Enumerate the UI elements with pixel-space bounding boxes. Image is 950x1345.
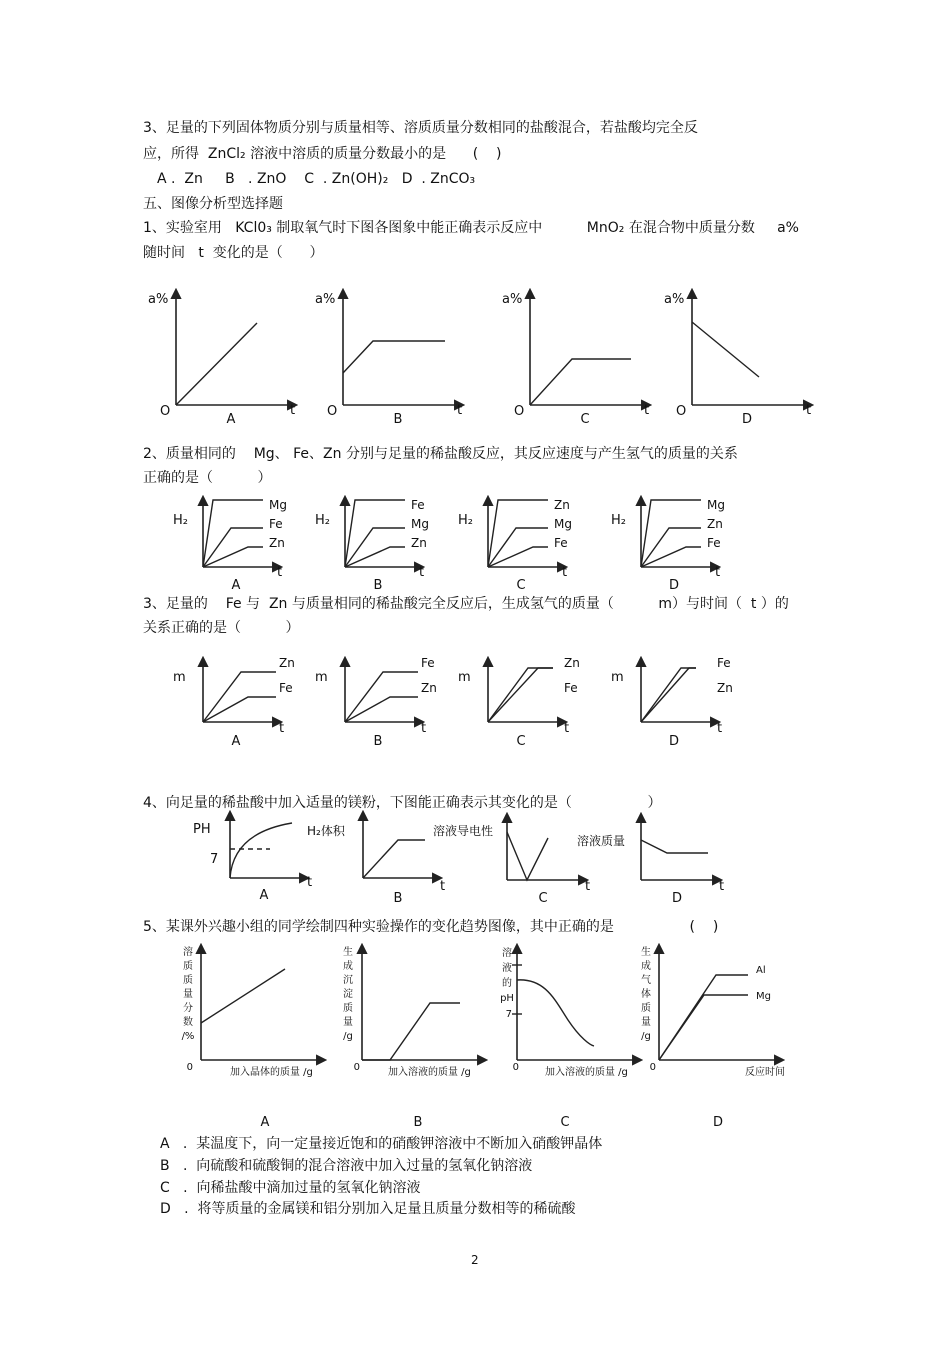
p5-xlabel-a: 加入晶体的质量 /g <box>230 1067 313 1078</box>
p2-xlabel-1: t <box>419 565 425 580</box>
p5-legend-d-mg: Mg <box>756 991 771 1002</box>
p2-xlabel-0: t <box>277 565 283 580</box>
p5-line1: 5、某课外兴趣小组的同学绘制四种实验操作的变化趋势图像，其中正确的是 ( ) <box>143 919 719 935</box>
p2-line2: 正确的是（ ） <box>143 470 272 486</box>
p4-line1: 4、向足量的稀盐酸中加入适量的镁粉，下图能正确表示其变化的是（ ） <box>143 795 662 811</box>
p4-xlabel-a: t <box>307 875 313 890</box>
p5-curve-d-al <box>659 975 748 1060</box>
p1-ylabel-1: a% <box>315 292 336 307</box>
p3-line1: 3、足量的 Fe 与 Zn 与质量相同的稀盐酸完全反应后，生成氢气的质量（ m）与时间（ t ）的 <box>143 596 789 612</box>
p2-line1: 2、质量相同的 Mg、 Fe、Zn 分别与足量的稀盐酸反应，其反应速度与产生氢气的质量的关系 <box>143 446 738 462</box>
p5-xlabel-d: 反应时间 <box>745 1067 785 1078</box>
p2-legend-0-1: Fe <box>269 517 283 531</box>
p3-option-label-1: B <box>373 734 383 749</box>
p1-xlabel-3: t <box>806 403 812 418</box>
p5-option-label-a: A <box>260 1115 270 1130</box>
p1-ylabel-2: a% <box>502 292 523 307</box>
p5-graphs <box>182 945 785 1130</box>
p5-ylabel-d-1: 成 <box>641 961 651 972</box>
p4-option-label-a: A <box>259 888 269 903</box>
p3-xlabel-2: t <box>564 721 570 736</box>
p4-curve-d <box>641 840 708 853</box>
p1-curve-3 <box>692 322 759 377</box>
p2-curve-0-2 <box>203 547 263 567</box>
p3-ylabel-1: m <box>315 670 328 685</box>
p5-tick7: 7 <box>505 1009 512 1020</box>
p3-legend-2-1: Fe <box>564 681 578 695</box>
p5-ylabel-d-2: 气 <box>641 975 651 986</box>
p1-option-label-0: A <box>226 412 236 427</box>
p2-curve-1-0 <box>345 500 405 567</box>
p2-ylabel-0: H₂ <box>173 513 188 528</box>
p5-ylabel-a-3: 量 <box>183 989 193 1000</box>
p4-option-label-b: B <box>393 891 403 906</box>
p5-option-label-b: B <box>413 1115 423 1130</box>
p5-ylabel-d-4: 质 <box>641 1003 651 1014</box>
p3-legend-2-0: Zn <box>564 656 580 670</box>
p2-legend-0-2: Zn <box>269 536 285 550</box>
p3-ylabel-3: m <box>611 670 624 685</box>
p5-ylabel-b-5: 量 <box>343 1017 353 1028</box>
p2-curve-2-0 <box>488 500 548 567</box>
p5-curve-b <box>362 1003 460 1060</box>
p3-curve-3-1 <box>641 668 696 722</box>
p5-ylabel-c-0: 溶 <box>502 948 512 959</box>
p4-graphs <box>193 812 724 906</box>
p1-option-label-2: C <box>580 412 590 427</box>
p1-xlabel-0: t <box>290 403 296 418</box>
p4-ylabel-b: H₂体积 <box>307 824 345 838</box>
p4-option-label-c: C <box>538 891 548 906</box>
p3-curve-1-1 <box>345 697 418 722</box>
p1-option-label-1: B <box>393 412 403 427</box>
p5-ylabel-c-3: pH <box>500 993 514 1004</box>
p5-ylabel-d-3: 体 <box>641 989 651 1000</box>
p5-option-label-c: C <box>560 1115 570 1130</box>
p3-line2: 关系正确的是（ ） <box>143 620 300 636</box>
p3-xlabel-3: t <box>717 721 723 736</box>
p3-legend-1-1: Zn <box>421 681 437 695</box>
p3-ylabel-0: m <box>173 670 186 685</box>
p5-zero-a: 0 <box>186 1062 193 1073</box>
p4-xlabel-b: t <box>440 879 446 894</box>
p2-option-label-1: B <box>373 578 383 593</box>
p2-graphs <box>173 497 725 593</box>
p4-curve-a <box>230 823 292 878</box>
p2-legend-2-2: Fe <box>554 536 568 550</box>
p5-ylabel-a-0: 溶 <box>183 947 193 958</box>
p5-ylabel-c-1: 液 <box>502 963 512 974</box>
p5-zero-c: 0 <box>512 1062 519 1073</box>
p2-curve-1-2 <box>345 547 405 567</box>
p1-origin-2: O <box>514 404 525 419</box>
p3-legend-3-0: Fe <box>717 656 731 670</box>
p5-option-b: B . 向硫酸和硫酸铜的混合溶液中加入过量的氢氧化钠溶液 <box>160 1158 533 1174</box>
p5-xlabel-c: 加入溶液的质量 /g <box>545 1067 628 1078</box>
p4-curve-c <box>507 832 548 880</box>
p5-option-d: D . 将等质量的金属镁和铝分别加入足量且质量分数相等的稀硫酸 <box>160 1201 576 1217</box>
q3-line2: 应，所得 ZnCl₂ 溶液中溶质的质量分数最小的是 ( ) <box>143 146 502 162</box>
p5-ylabel-b-2: 沉 <box>343 975 353 986</box>
p5-curve-a <box>201 969 285 1023</box>
p1-origin-0: O <box>160 404 171 419</box>
p1-xlabel-2: t <box>644 403 650 418</box>
p2-curve-0-0 <box>203 500 263 567</box>
p1-origin-1: O <box>327 404 338 419</box>
p2-ylabel-2: H₂ <box>458 513 473 528</box>
p4-option-label-d: D <box>671 891 683 906</box>
p1-ylabel-3: a% <box>664 292 685 307</box>
p2-option-label-3: D <box>668 578 680 593</box>
p3-option-label-2: C <box>516 734 526 749</box>
p1-line2: 随时间 t 变化的是（ ） <box>143 245 324 261</box>
p1-curve-1 <box>343 341 445 373</box>
p2-legend-2-1: Mg <box>554 517 572 531</box>
section-title: 五、图像分析型选择题 <box>143 196 283 212</box>
p2-option-label-2: C <box>516 578 526 593</box>
p1-graphs <box>148 290 812 427</box>
p5-ylabel-a-2: 质 <box>183 975 193 986</box>
p3-legend-0-1: Fe <box>279 681 293 695</box>
p2-legend-3-1: Zn <box>707 517 723 531</box>
p2-legend-3-0: Mg <box>707 498 725 512</box>
p4-xlabel-c: t <box>585 879 591 894</box>
p2-legend-3-2: Fe <box>707 536 721 550</box>
p3-graphs <box>173 656 733 749</box>
p3-legend-3-1: Zn <box>717 681 733 695</box>
p4-ylabel-a: PH <box>193 822 211 837</box>
p3-xlabel-0: t <box>279 721 285 736</box>
p2-xlabel-3: t <box>715 565 721 580</box>
p2-curve-3-2 <box>641 547 701 567</box>
p3-xlabel-1: t <box>421 721 427 736</box>
p2-option-label-0: A <box>231 578 241 593</box>
p4-xlabel-d: t <box>719 879 725 894</box>
p5-ylabel-b-0: 生 <box>343 947 353 958</box>
p5-ylabel-a-4: 分 <box>183 1003 193 1014</box>
q3-line1: 3、足量的下列固体物质分别与质量相等、溶质质量分数相同的盐酸混合，若盐酸均完全反 <box>143 120 698 136</box>
q3-options: A . Zn B . ZnO C . Zn(OH)₂ D . ZnCO₃ <box>157 171 476 187</box>
p5-ylabel-d-5: 量 <box>641 1017 651 1028</box>
p5-xlabel-b: 加入溶液的质量 /g <box>388 1067 471 1078</box>
p4-ylabel-c: 溶液导电性 <box>433 824 494 838</box>
p5-ylabel-a-1: 质 <box>183 961 193 972</box>
p5-ylabel-b-3: 淀 <box>343 989 353 1000</box>
p3-curve-0-1 <box>203 697 276 722</box>
p5-zero-d: 0 <box>649 1062 656 1073</box>
p2-curve-2-2 <box>488 547 548 567</box>
p5-legend-d-al: Al <box>756 965 766 976</box>
p2-legend-1-0: Fe <box>411 498 425 512</box>
p5-ylabel-c-2: 的 <box>502 978 512 989</box>
p4-tick7: 7 <box>210 852 219 867</box>
p3-curve-3-0 <box>641 668 696 722</box>
p3-curve-2-1 <box>488 668 553 722</box>
p2-legend-1-2: Zn <box>411 536 427 550</box>
p4-ylabel-d: 溶液质量 <box>577 834 626 848</box>
p1-option-label-3: D <box>741 412 753 427</box>
p3-option-label-3: D <box>668 734 680 749</box>
p1-origin-3: O <box>676 404 687 419</box>
p2-legend-1-1: Mg <box>411 517 429 531</box>
p5-option-c: C . 向稀盐酸中滴加过量的氢氧化钠溶液 <box>160 1180 421 1196</box>
p5-curve-c <box>517 980 594 1046</box>
p5-ylabel-a-5: 数 <box>183 1017 193 1028</box>
p1-xlabel-1: t <box>457 403 463 418</box>
p1-curve-2 <box>530 359 631 405</box>
p3-option-label-0: A <box>231 734 241 749</box>
p5-option-a: A . 某温度下，向一定量接近饱和的硝酸钾溶液中不断加入硝酸钾晶体 <box>160 1136 603 1152</box>
p4-curve-b <box>363 840 425 878</box>
p3-legend-0-0: Zn <box>279 656 295 670</box>
p3-legend-1-0: Fe <box>421 656 435 670</box>
p1-curve-0 <box>176 323 257 405</box>
p2-legend-0-0: Mg <box>269 498 287 512</box>
p2-curve-3-0 <box>641 500 701 567</box>
p5-ylabel-d-0: 生 <box>641 947 651 958</box>
p5-ylabel-d-6: /g <box>641 1031 651 1042</box>
p2-legend-2-0: Zn <box>554 498 570 512</box>
p5-curve-d-mg <box>659 995 748 1060</box>
p5-ylabel-b-1: 成 <box>343 961 353 972</box>
p3-ylabel-2: m <box>458 670 471 685</box>
p5-ylabel-b-6: /g <box>343 1031 353 1042</box>
p1-ylabel-0: a% <box>148 292 169 307</box>
p5-zero-b: 0 <box>353 1062 360 1073</box>
p2-ylabel-3: H₂ <box>611 513 626 528</box>
p2-ylabel-1: H₂ <box>315 513 330 528</box>
page-number: 2 <box>471 1253 479 1267</box>
p5-option-label-d: D <box>712 1115 724 1130</box>
p3-curve-2-0 <box>488 668 553 722</box>
p2-xlabel-2: t <box>562 565 568 580</box>
p1-line1: 1、实验室用 KCl0₃ 制取氧气时下图各图象中能正确表示反应中 MnO₂ 在混合物中质量分数 a% <box>143 220 799 236</box>
p5-ylabel-a-6: /% <box>181 1031 195 1042</box>
p5-ylabel-b-4: 质 <box>343 1003 353 1014</box>
